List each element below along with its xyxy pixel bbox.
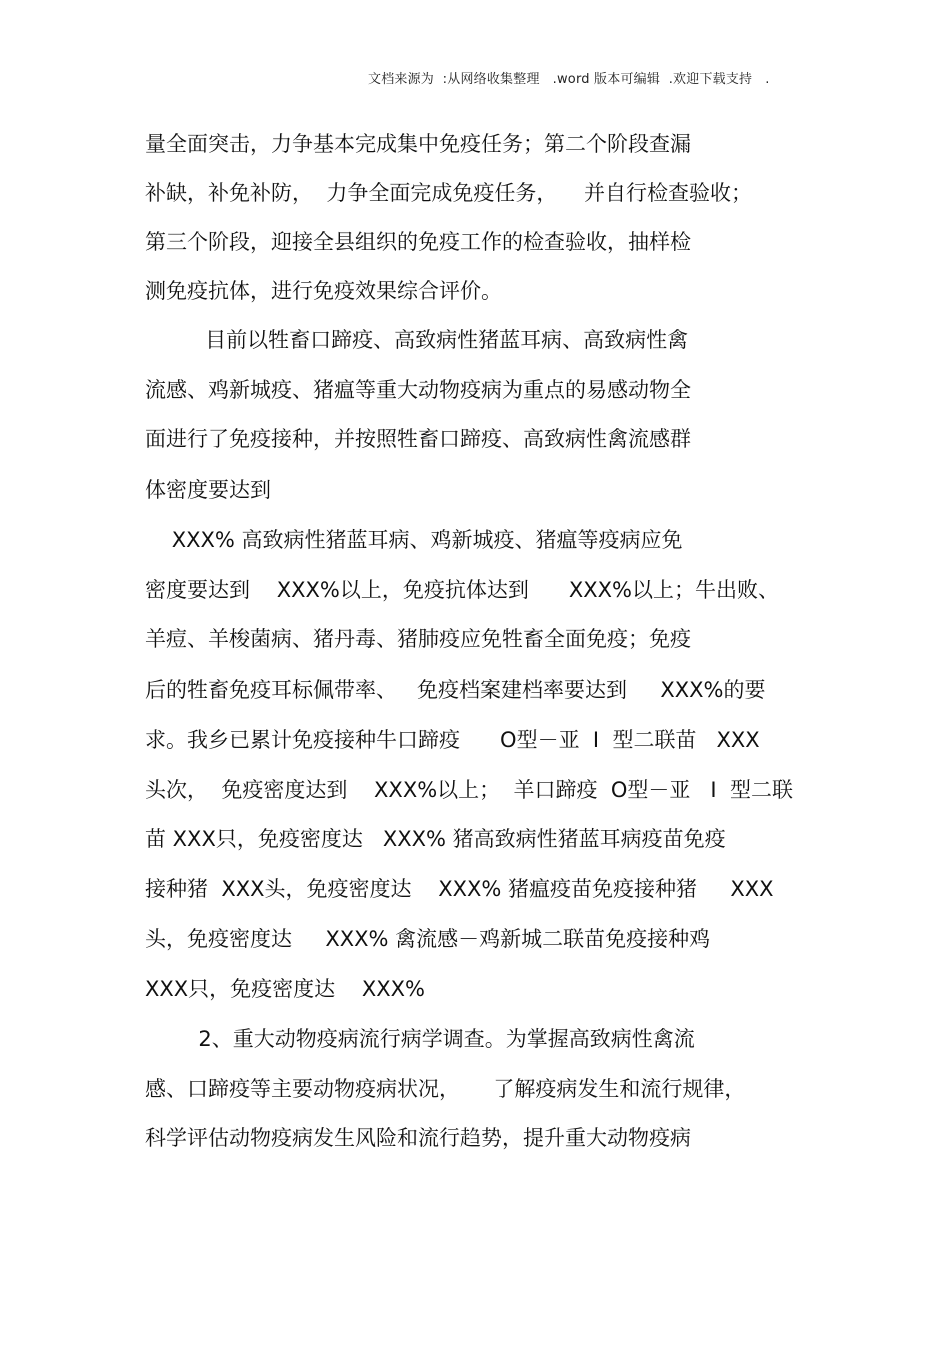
- body-line: 头次， 免疫密度达到 XXX%以上； 羊口蹄疫 O型－亚 I 型二联: [145, 778, 793, 802]
- body-line: 面进行了免疫接种，并按照牲畜口蹄疫、高致病性禽流感群: [145, 427, 691, 451]
- body-line: 后的牲畜免疫耳标佩带率、 免疫档案建档率要达到 XXX%的要: [145, 678, 766, 702]
- source-note: 文档来源为 :从网络收集整理 .word 版本可编辑 .欢迎下载支持 .: [368, 72, 770, 87]
- body-line: 科学评估动物疫病发生风险和流行趋势，提升重大动物疫病: [145, 1126, 691, 1150]
- body-line: 流感、鸡新城疫、猪瘟等重大动物疫病为重点的易感动物全: [145, 378, 691, 402]
- body-line: 体密度要达到: [145, 478, 271, 502]
- body-line: 羊痘、羊梭菌病、猪丹毒、猪肺疫应免牲畜全面免疫；免疫: [145, 627, 691, 651]
- body-line: 苗 XXX只，免疫密度达 XXX% 猪高致病性猪蓝耳病疫苗免疫: [145, 827, 726, 851]
- body-line: 测免疫抗体，进行免疫效果综合评价。: [145, 279, 502, 303]
- body-line: 第三个阶段，迎接全县组织的免疫工作的检查验收，抽样检: [145, 230, 691, 254]
- body-line: 量全面突击，力争基本完成集中免疫任务；第二个阶段查漏: [145, 132, 691, 156]
- body-line: 接种猪 XXX头，免疫密度达 XXX% 猪瘟疫苗免疫接种猪 XXX: [145, 877, 774, 901]
- body-line: XXX% 高致病性猪蓝耳病、鸡新城疫、猪瘟等疫病应免: [145, 528, 683, 552]
- body-line: 感、口蹄疫等主要动物疫病状况， 了解疫病发生和流行规律，: [145, 1077, 746, 1101]
- body-line: 求。我乡已累计免疫接种牛口蹄疫 O型－亚 I 型二联苗 XXX: [145, 728, 760, 752]
- body-line: 头，免疫密度达 XXX% 禽流感－鸡新城二联苗免疫接种鸡: [145, 927, 711, 951]
- body-line: 补缺，补免补防， 力争全面完成免疫任务， 并自行检查验收；: [145, 181, 753, 205]
- body-line: 目前以牲畜口蹄疫、高致病性猪蓝耳病、高致病性禽: [145, 328, 689, 352]
- body-line: 2、重大动物疫病流行病学调查。为掌握高致病性禽流: [145, 1027, 695, 1051]
- body-line: XXX只，免疫密度达 XXX%: [145, 977, 425, 1001]
- body-line: 密度要达到 XXX%以上，免疫抗体达到 XXX%以上；牛出败、: [145, 578, 779, 602]
